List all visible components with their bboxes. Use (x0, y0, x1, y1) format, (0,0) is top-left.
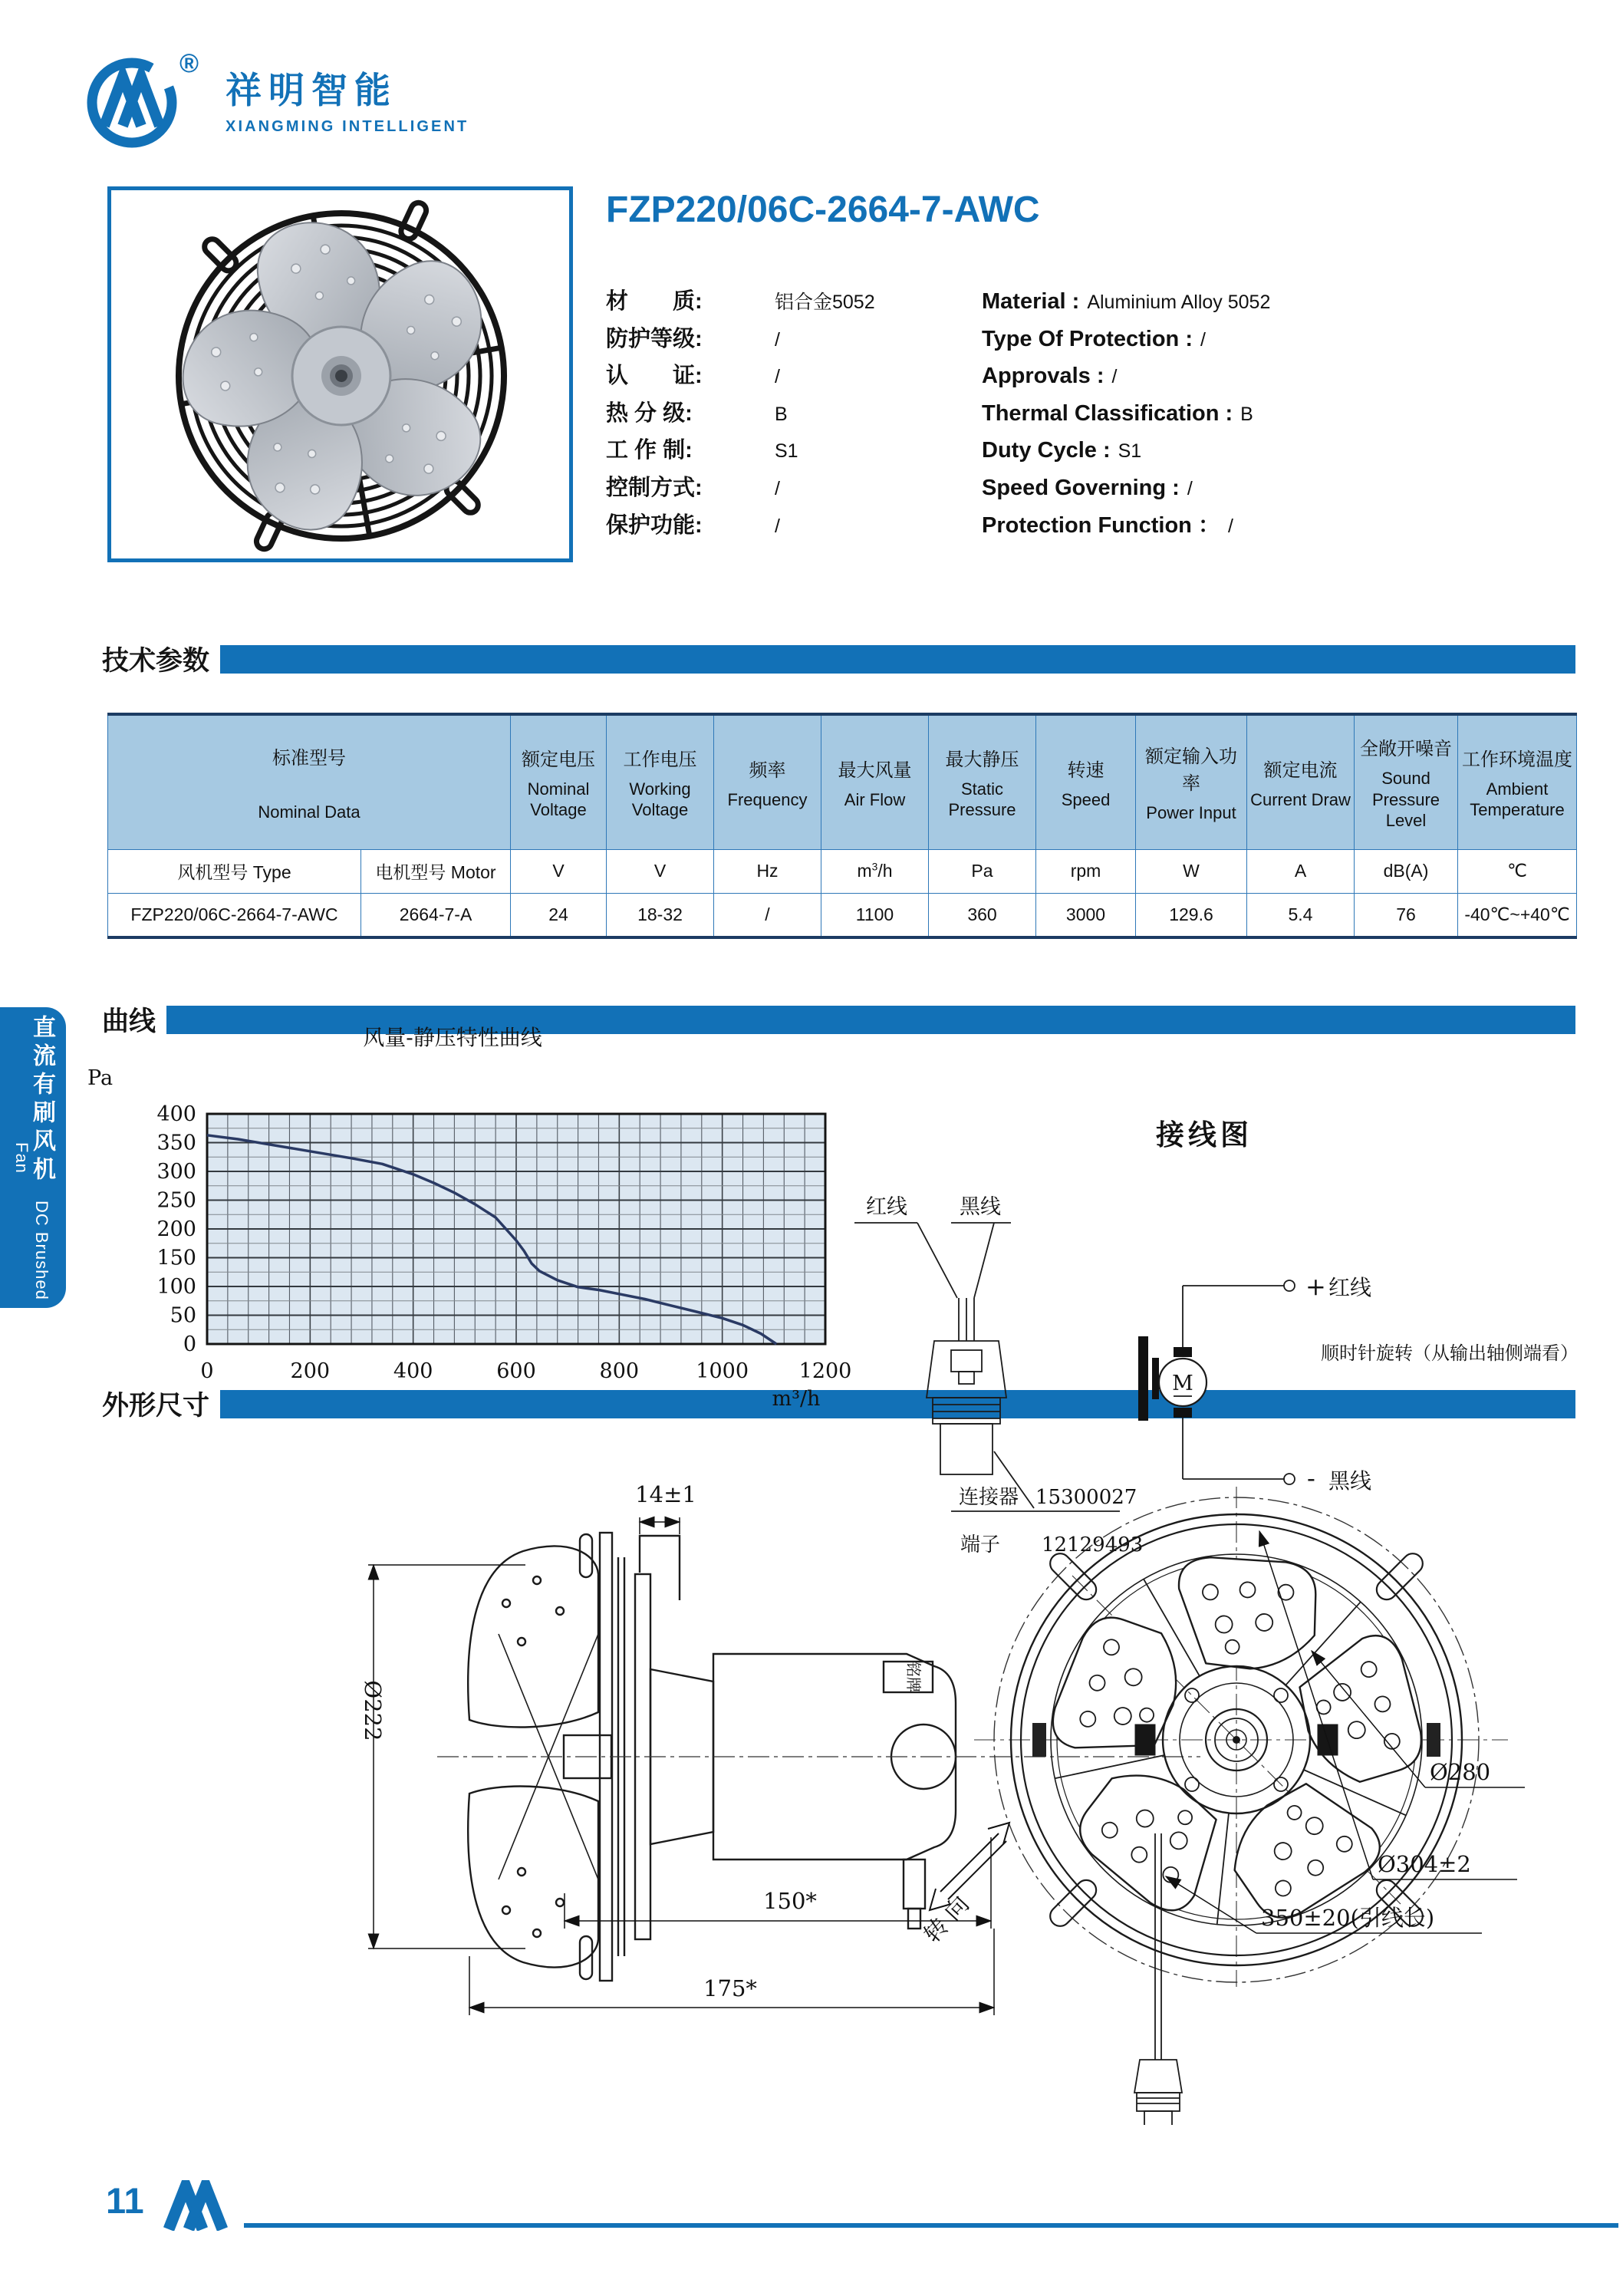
col-header-en: Current Draw (1250, 789, 1351, 809)
col-header (511, 714, 607, 849)
unit-cell: 电机型号 Motor (361, 849, 511, 893)
motor-letter: M (1172, 1372, 1193, 1395)
brand-logo-icon (81, 48, 213, 150)
chart-y-unit: Pa (87, 1066, 114, 1090)
airflow-pressure-chart (66, 1017, 879, 1447)
fan-blade (1170, 1551, 1322, 1675)
value-cell: 3000 (1036, 893, 1136, 937)
dim-150-label: 150* (763, 1888, 817, 1914)
unit-cell: W (1136, 849, 1247, 893)
spec-label-cn: 防护等级: (606, 326, 703, 351)
spec-label-en: Protection Function ： (982, 512, 1220, 538)
spec-value-en: / (1200, 328, 1206, 351)
tech-params-table-wrap (107, 713, 1576, 939)
chart-x-unit: m³/h (772, 1387, 821, 1411)
registered-mark: ® (179, 49, 199, 78)
spec-row (606, 470, 1623, 508)
x-tick-label: 200 (290, 1359, 331, 1383)
spec-label-cn: 材 质: (606, 289, 703, 314)
col-header (1136, 714, 1247, 849)
plus-sign: + (1305, 1272, 1326, 1301)
minus-sign: - (1307, 1464, 1315, 1493)
col-header-en: Power Input (1146, 803, 1236, 822)
spec-row (606, 396, 1623, 433)
dim-280-label: Ø280 (1430, 1759, 1491, 1785)
value-cell: 1100 (821, 893, 929, 937)
circuit-black-wire-label: 黑线 (1328, 1468, 1372, 1494)
spec-value-cn: / (775, 515, 780, 537)
spec-value-cn: / (775, 366, 780, 388)
spec-label-en: Approvals : (982, 364, 1104, 389)
sidebar-label-cn: 直流有刷风机 (29, 1014, 54, 1185)
dim-175-label: 175* (703, 1975, 757, 2001)
nominal-data-en: Nominal Data (258, 802, 360, 822)
col-header (1036, 714, 1136, 849)
col-header-cn: 额定电压 (522, 749, 595, 770)
connector-number: 15300027 (1035, 1486, 1137, 1509)
spec-label-cn: 保护功能: (606, 512, 703, 538)
footer-logo-icon (163, 2180, 244, 2231)
value-cell: 18-32 (607, 893, 714, 937)
spec-value-en: / (1111, 366, 1118, 388)
col-header (1355, 714, 1458, 849)
col-header-cn: 频率 (749, 759, 786, 781)
spec-label-cn: 认 证: (606, 364, 703, 389)
section-title-curve: 曲线 (102, 1006, 156, 1036)
tech-params-table (107, 713, 1577, 939)
brand-logo (81, 48, 469, 150)
table-header-row (108, 714, 1577, 849)
nameplate-label: 铭牌 (904, 1662, 923, 1692)
value-cell: 129.6 (1136, 893, 1247, 937)
terminal-label: 端子 (960, 1533, 1001, 1556)
value-cell: 24 (511, 893, 607, 937)
fan-photo-illustration (111, 190, 569, 558)
table-units-row (108, 849, 1577, 893)
col-header (607, 714, 714, 849)
spec-label-cn: 热 分 级: (606, 400, 693, 426)
spec-value-cn: B (775, 403, 788, 425)
section-title-tech: 技术参数 (102, 646, 210, 676)
product-photo (107, 186, 573, 562)
x-tick-label: 400 (393, 1359, 433, 1383)
brand-name-cn: 祥明智能 (226, 70, 397, 110)
rotation-label: 转 向 (918, 1890, 975, 1948)
x-tick-label: 0 (200, 1359, 214, 1383)
y-tick-label: 0 (183, 1332, 196, 1356)
value-cell: FZP220/06C-2664-7-AWC (108, 893, 361, 937)
circuit-red-wire-label: 红线 (1328, 1275, 1372, 1300)
spec-label-en: Duty Cycle : (982, 438, 1111, 463)
spec-label-en: Material : (982, 289, 1080, 314)
footer-rule (244, 2223, 1618, 2228)
col-header-nominal (108, 714, 511, 849)
x-tick-label: 1000 (696, 1359, 749, 1383)
y-tick-label: 100 (156, 1275, 196, 1299)
unit-cell: V (607, 849, 714, 893)
sidebar-label-en: DC Brushed Fan (12, 1141, 51, 1301)
y-tick-label: 300 (156, 1160, 196, 1184)
unit-cell: V (511, 849, 607, 893)
spec-row (606, 284, 1623, 321)
x-tick-label: 800 (599, 1359, 640, 1383)
spec-value-en: / (1227, 515, 1233, 537)
col-header (714, 714, 821, 849)
col-header-cn: 最大静压 (945, 749, 1019, 770)
terminal-number: 12129493 (1042, 1533, 1144, 1556)
dim-304-label: Ø304±2 (1378, 1851, 1471, 1877)
rotation-arrow-icon (930, 1823, 1009, 1910)
spec-row (606, 358, 1623, 396)
spec-list (606, 284, 1623, 545)
y-tick-label: 250 (156, 1188, 196, 1213)
spec-value-en: B (1240, 403, 1253, 425)
product-model-title: FZP220/06C-2664-7-AWC (606, 189, 1040, 230)
dimension-drawings (176, 1450, 1623, 2129)
y-tick-label: 200 (156, 1217, 196, 1241)
spec-value-cn: / (775, 477, 780, 499)
col-header (821, 714, 929, 849)
col-header-cn: 全敞开噪音 (1360, 739, 1452, 759)
col-header-cn: 额定电流 (1263, 759, 1338, 781)
unit-cell: Hz (714, 849, 821, 893)
col-header-cn: 工作电压 (623, 749, 697, 770)
front-view (919, 1487, 1525, 2125)
sidebar-category-tab (0, 1007, 66, 1308)
y-tick-label: 150 (156, 1246, 196, 1270)
unit-cell: dB(A) (1355, 849, 1458, 893)
y-tick-label: 50 (170, 1303, 196, 1328)
brand-name-en: XIANGMING INTELLIGENT (226, 118, 469, 135)
value-cell: 76 (1355, 893, 1458, 937)
spec-row (606, 321, 1623, 359)
dim-14-label: 14±1 (635, 1481, 696, 1507)
col-header-en: Ambient Temperature (1470, 779, 1565, 820)
dimension-drawings-svg (176, 1450, 1623, 2125)
col-header (1247, 714, 1355, 849)
col-header-cn: 转速 (1067, 759, 1104, 781)
page-number: 11 (106, 2180, 144, 2221)
x-tick-label: 600 (496, 1359, 536, 1383)
spec-label-cn: 控制方式: (606, 475, 703, 500)
value-cell: -40℃~+40℃ (1458, 893, 1577, 937)
dim-222-label: Ø222 (360, 1680, 386, 1741)
y-tick-label: 350 (156, 1131, 196, 1155)
col-header-cn: 额定输入功率 (1145, 746, 1237, 794)
value-cell: / (714, 893, 821, 937)
red-wire-label: 红线 (866, 1195, 907, 1219)
col-header-cn: 最大风量 (838, 759, 912, 781)
spec-label-en: Speed Governing : (982, 475, 1180, 500)
spec-row (606, 508, 1623, 545)
spec-label-en: Thermal Classification : (982, 400, 1233, 426)
unit-cell: Pa (929, 849, 1036, 893)
section-bar (220, 645, 1575, 674)
nominal-data-cn: 标准型号 (272, 747, 346, 769)
spec-value-en: Aluminium Alloy 5052 (1087, 292, 1271, 313)
y-tick-label: 400 (156, 1102, 196, 1126)
col-header-en: Nominal Voltage (527, 779, 590, 820)
black-wire-label: 黑线 (960, 1195, 1001, 1219)
unit-cell: $m^3/h$ (821, 849, 929, 893)
col-header-en: Static Pressure (948, 779, 1016, 820)
spec-label-cn: 工 作 制: (606, 438, 693, 463)
dim-lead-length-label: 350±20(引线长) (1261, 1905, 1435, 1931)
spec-label-en: Type Of Protection : (982, 326, 1193, 351)
spec-value-cn: 铝合金5052 (775, 292, 875, 313)
unit-cell: ℃ (1458, 849, 1577, 893)
section-tech-params (102, 640, 1575, 678)
connector-label: 连接器 (959, 1486, 1019, 1509)
chart-title: 风量-静压特性曲线 (363, 1025, 542, 1050)
spec-value-en: / (1187, 477, 1193, 499)
spec-value-en: S1 (1118, 440, 1142, 463)
rotation-note: 顺时针旋转（从输出轴侧端看） (1321, 1342, 1579, 1364)
spec-row (606, 433, 1623, 470)
col-header-en: Frequency (727, 789, 808, 809)
brand-logo-text (226, 62, 469, 136)
col-header-cn: 工作环境温度 (1462, 749, 1572, 770)
spec-value-cn: / (775, 328, 780, 351)
col-header-en: Speed (1061, 789, 1111, 809)
unit-cell: rpm (1036, 849, 1136, 893)
unit-cell: 风机型号 Type (108, 849, 361, 893)
col-header-en: Working Voltage (629, 779, 691, 820)
value-cell: 5.4 (1247, 893, 1355, 937)
col-header-en: Sound Pressure Level (1371, 769, 1440, 830)
value-cell: 2664-7-A (361, 893, 511, 937)
spec-value-cn: S1 (775, 440, 798, 463)
side-view-dimensions (368, 1517, 994, 2015)
table-values-row (108, 893, 1577, 937)
col-header (1458, 714, 1577, 849)
col-header (929, 714, 1036, 849)
sidebar-vertical-text (13, 1007, 53, 1308)
x-tick-label: 1200 (798, 1359, 852, 1383)
section-title-dims: 外形尺寸 (102, 1391, 210, 1421)
performance-curve-block (66, 1017, 879, 1451)
wiring-title: 接线图 (1156, 1118, 1253, 1151)
col-header-en: Air Flow (844, 789, 906, 809)
value-cell: 360 (929, 893, 1036, 937)
unit-cell: A (1247, 849, 1355, 893)
